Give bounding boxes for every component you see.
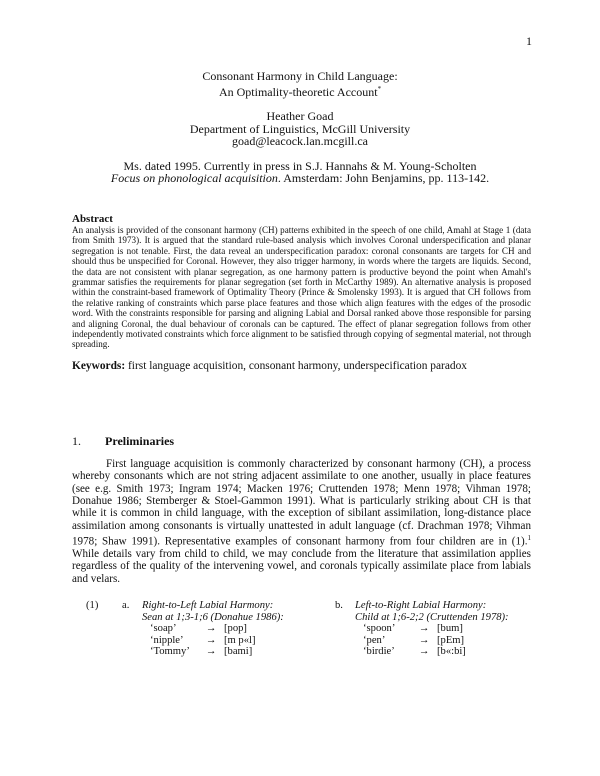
example-a-source: Sean at 1;3-1;6 (Donahue 1986):: [142, 611, 284, 623]
example-row: ‘spoon’ → [bum]: [363, 623, 463, 635]
example-a: [122, 600, 284, 658]
page-number: 1: [526, 34, 532, 48]
example-b: [335, 600, 509, 658]
abstract-text: An analysis is provided of the consonant harmony (CH) patterns exhibited in the speech of one child, Amahl at Stage 1 (data from Smith 1973). It is argued that the standard rule-based analysis which involves Coronal underspecification and planar segregation is not tenable. First, the data reveal an underspecification paradox: coronal consonants are targets for CH and should thus be unspecified for Coronal. However, they also trigger harmony, in words where the targets are liquids. Second, the data are not consistent with planar segregation, as one harmony pattern is productive beyond the point when Amahl's grammar satisfies the requirements for planar segregation (set forth in McCarthy 1989). An alternative analysis is proposed within the constraint-based framework of Optimality Theory (Prince & Smolensky 1993). It is argued that CH follows from the relative ranking of constraints which parse place features and those which align features with the edges of the prosodic word. With the constraints responsible for parsing and aligning Labial and Dorsal ranked above those responsible for parsing and aligning Coronal, the dual behaviour of coronals can be captured. The effect of planar segregation follows from other independently motivated constraints which force alignment to be satisfied through copying of segmental material, not through spreading.: [72, 225, 531, 350]
author-name: Heather Goad: [266, 109, 334, 123]
footnote-ref[interactable]: 1: [527, 534, 531, 543]
title-block: [0, 70, 600, 185]
example-row: ‘Tommy’ → [bami]: [150, 646, 253, 658]
example-row: ‘soap’ → [pop]: [150, 623, 247, 635]
publication-line: Focus on phonological acquisition. Amsterdam: John Benjamins, pp. 113-142.: [110, 171, 490, 185]
keywords-label: Keywords:: [72, 360, 126, 372]
affiliation: Department of Linguistics, McGill University: [189, 121, 411, 136]
email: goad@leacock.lan.mcgill.ca: [232, 134, 368, 148]
example-b-label: b.: [335, 600, 343, 611]
example-b-source: Child at 1;6-2;2 (Cruttenden 1978):: [355, 611, 509, 623]
paper-title: Consonant Harmony in Child Language:: [202, 69, 398, 83]
example-row: ‘birdie’ → [b«:bi]: [363, 646, 466, 658]
keywords-text: first language acquisition, consonant harmony, underspecification paradox: [125, 360, 467, 372]
footnote-star: *: [377, 84, 382, 93]
example-number: (1): [86, 600, 99, 611]
section-number: 1.: [72, 434, 81, 448]
manuscript-note: Ms. dated 1995. Currently in press in S.J. Hannahs & M. Young-Scholten: [123, 158, 477, 173]
example-row: ‘pen’ → [pEm]: [363, 634, 465, 646]
body-paragraph: First language acquisition is commonly characterized by consonant harmony (CH), a process whereby consonants which are not string adjacent assimilate to one another, usually in place features (see e.g. Smith 1973; Ingram 1974; Macken 1976; Cruttenden 1978; Menn 1978; Vihman 1978; Donahue 1986; Stemberger & Stoel-Gammon 1991). What is particularly striking about CH is that while it is common in child language, with the exception of sibilant assimilation, long-distance place assimilation among consonants is virtually unattested in adult language (cf. Drachman 1978; Vihman 1978; Shaw 1991). Representative examples of consonant harmony from four children are in (1).$^1$ While details vary from child to child, we may conclude from the literature that assimilation applies regardless of the quality of the intervening vowel, and coronals typically assimilate place from labials and velars.: [72, 458, 531, 585]
example-b-heading: Left-to-Right Labial Harmony:: [355, 600, 487, 611]
example-a-label: a.: [122, 600, 130, 611]
keywords-line: [72, 360, 467, 372]
abstract-heading: Abstract: [72, 213, 113, 225]
section-title: Preliminaries: [105, 434, 175, 448]
example-a-heading: Right-to-Left Labial Harmony:: [142, 600, 274, 611]
publication-title: Focus on phonological acquisition: [110, 171, 278, 185]
paper-subtitle: An Optimality-theoretic Account*: [218, 84, 382, 99]
example-row: ‘nipple’ → [m p«l]: [150, 634, 256, 646]
